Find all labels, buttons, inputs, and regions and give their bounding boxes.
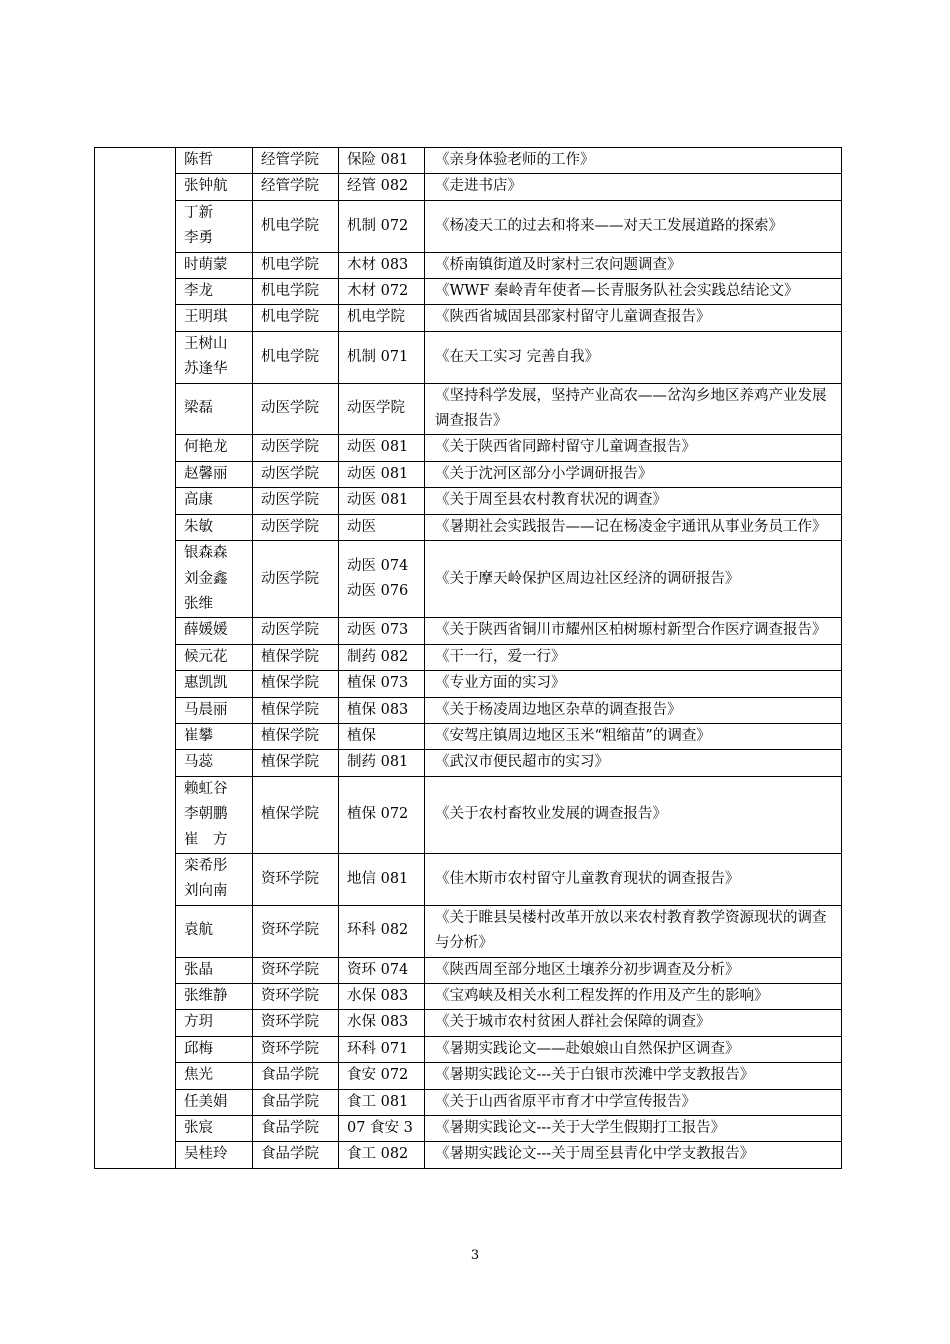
college-cell: 资环学院: [253, 905, 339, 957]
report-title-cell: 《关于陕西省同蹄村留守儿童调查报告》: [425, 435, 842, 461]
college-cell: 机电学院: [253, 305, 339, 331]
table-row: [95, 618, 842, 644]
category-cell: [95, 148, 176, 1169]
college-cell: 植保学院: [253, 776, 339, 853]
report-title-cell: 《暑期实践论文---关于白银市茨滩中学支教报告》: [425, 1063, 842, 1089]
college-cell: 植保学院: [253, 644, 339, 670]
table-row: [95, 252, 842, 278]
student-name-cell: 李龙: [176, 279, 253, 305]
college-cell: 资环学院: [253, 1010, 339, 1036]
class-cell: 保险 081: [339, 148, 425, 174]
college-cell: 动医学院: [253, 461, 339, 487]
college-cell: 植保学院: [253, 671, 339, 697]
report-title-cell: 《暑期实践论文---关于周至县青化中学支教报告》: [425, 1142, 842, 1168]
table-row: [95, 1089, 842, 1115]
table-row: [95, 541, 842, 618]
college-cell: 机电学院: [253, 200, 339, 252]
class-cell: 环科 082: [339, 905, 425, 957]
table-row: [95, 488, 842, 514]
report-title-cell: 《走进书店》: [425, 174, 842, 200]
class-cell: 动医: [339, 514, 425, 540]
student-name-cell: 梁磊: [176, 383, 253, 435]
student-name-cell: 袁航: [176, 905, 253, 957]
college-cell: 动医学院: [253, 541, 339, 618]
report-title-cell: 《杨凌天工的过去和将来——对天工发展道路的探索》: [425, 200, 842, 252]
student-name-cell: 焦光: [176, 1063, 253, 1089]
report-title-cell: 《关于农村畜牧业发展的调查报告》: [425, 776, 842, 853]
page-number: 3: [470, 1248, 480, 1263]
student-name-cell: 朱敏: [176, 514, 253, 540]
class-cell: 植保: [339, 723, 425, 749]
table-row: [95, 383, 842, 435]
class-cell: 水保 083: [339, 1010, 425, 1036]
class-cell: 动医 074 动医 076: [339, 541, 425, 618]
report-title-cell: 《干一行，爱一行》: [425, 644, 842, 670]
report-title-cell: 《关于城市农村贫困人群社会保障的调查》: [425, 1010, 842, 1036]
class-cell: 07 食安 3: [339, 1116, 425, 1142]
table-row: [95, 1063, 842, 1089]
table-row: [95, 776, 842, 853]
table-row: [95, 905, 842, 957]
college-cell: 资环学院: [253, 957, 339, 983]
student-name-cell: 赵馨丽: [176, 461, 253, 487]
college-cell: 植保学院: [253, 697, 339, 723]
student-name-cell: 邱梅: [176, 1036, 253, 1062]
table-row: [95, 750, 842, 776]
college-cell: 经管学院: [253, 148, 339, 174]
student-name-cell: 陈哲: [176, 148, 253, 174]
table-row: [95, 644, 842, 670]
class-cell: 植保 073: [339, 671, 425, 697]
report-title-cell: 《暑期实践论文——赴娘娘山自然保护区调查》: [425, 1036, 842, 1062]
student-name-cell: 张钟航: [176, 174, 253, 200]
class-cell: 动医学院: [339, 383, 425, 435]
report-title-cell: 《安驾庄镇周边地区玉米“粗缩苗”的调查》: [425, 723, 842, 749]
college-cell: 经管学院: [253, 174, 339, 200]
class-cell: 植保 083: [339, 697, 425, 723]
table-row: [95, 174, 842, 200]
class-cell: 资环 074: [339, 957, 425, 983]
table-row: [95, 279, 842, 305]
student-name-cell: 王明琪: [176, 305, 253, 331]
table-row: [95, 1116, 842, 1142]
student-name-cell: 栾希彤 刘向南: [176, 853, 253, 905]
college-cell: 动医学院: [253, 514, 339, 540]
college-cell: 动医学院: [253, 435, 339, 461]
student-name-cell: 赖虹谷 李朝鹏 崔 方: [176, 776, 253, 853]
report-title-cell: 《武汉市便民超市的实习》: [425, 750, 842, 776]
college-cell: 动医学院: [253, 383, 339, 435]
table-row: [95, 1142, 842, 1168]
report-table: [94, 147, 842, 1169]
class-cell: 食工 081: [339, 1089, 425, 1115]
class-cell: 植保 072: [339, 776, 425, 853]
student-name-cell: 任美娟: [176, 1089, 253, 1115]
report-title-cell: 《佳木斯市农村留守儿童教育现状的调查报告》: [425, 853, 842, 905]
class-cell: 动医 081: [339, 435, 425, 461]
table-row: [95, 723, 842, 749]
student-name-cell: 方玥: [176, 1010, 253, 1036]
student-name-cell: 惠凯凯: [176, 671, 253, 697]
table-row: [95, 984, 842, 1010]
report-title-cell: 《关于睢县吴楼村改革开放以来农村教育教学资源现状的调查与分析》: [425, 905, 842, 957]
student-name-cell: 崔攀: [176, 723, 253, 749]
report-title-cell: 《暑期社会实践报告——记在杨凌金宇通讯从事业务员工作》: [425, 514, 842, 540]
student-name-cell: 张宸: [176, 1116, 253, 1142]
class-cell: 经管 082: [339, 174, 425, 200]
report-title-cell: 《关于摩天岭保护区周边社区经济的调研报告》: [425, 541, 842, 618]
college-cell: 机电学院: [253, 331, 339, 383]
college-cell: 植保学院: [253, 723, 339, 749]
report-title-cell: 《陕西周至部分地区土壤养分初步调查及分析》: [425, 957, 842, 983]
college-cell: 食品学院: [253, 1116, 339, 1142]
college-cell: 动医学院: [253, 618, 339, 644]
report-title-cell: 《桥南镇街道及时家村三农问题调查》: [425, 252, 842, 278]
college-cell: 资环学院: [253, 1036, 339, 1062]
college-cell: 资环学院: [253, 984, 339, 1010]
college-cell: 动医学院: [253, 488, 339, 514]
class-cell: 动医 081: [339, 488, 425, 514]
class-cell: 动医 081: [339, 461, 425, 487]
table-row: [95, 697, 842, 723]
college-cell: 机电学院: [253, 279, 339, 305]
table-row: [95, 853, 842, 905]
student-name-cell: 高康: [176, 488, 253, 514]
class-cell: 食工 082: [339, 1142, 425, 1168]
table-row: [95, 461, 842, 487]
class-cell: 环科 071: [339, 1036, 425, 1062]
student-name-cell: 何艳龙: [176, 435, 253, 461]
student-name-cell: 王树山 苏逢华: [176, 331, 253, 383]
student-name-cell: 马蕊: [176, 750, 253, 776]
table-row: [95, 957, 842, 983]
report-title-cell: 《关于山西省原平市育才中学宣传报告》: [425, 1089, 842, 1115]
table-row: [95, 331, 842, 383]
class-cell: 机电学院: [339, 305, 425, 331]
college-cell: 机电学院: [253, 252, 339, 278]
report-title-cell: 《WWF 秦岭青年使者—长青服务队社会实践总结论文》: [425, 279, 842, 305]
report-title-cell: 《坚持科学发展，坚持产业高农——岔沟乡地区养鸡产业发展调查报告》: [425, 383, 842, 435]
class-cell: 地信 081: [339, 853, 425, 905]
report-title-cell: 《关于周至县农村教育状况的调查》: [425, 488, 842, 514]
class-cell: 动医 073: [339, 618, 425, 644]
class-cell: 机制 072: [339, 200, 425, 252]
class-cell: 食安 072: [339, 1063, 425, 1089]
student-name-cell: 丁新 李勇: [176, 200, 253, 252]
student-name-cell: 马晨丽: [176, 697, 253, 723]
class-cell: 水保 083: [339, 984, 425, 1010]
report-title-cell: 《宝鸡峡及相关水利工程发挥的作用及产生的影响》: [425, 984, 842, 1010]
table-row: [95, 435, 842, 461]
student-name-cell: 银森森 刘金鑫 张维: [176, 541, 253, 618]
college-cell: 食品学院: [253, 1089, 339, 1115]
college-cell: 食品学院: [253, 1142, 339, 1168]
student-name-cell: 薛媛媛: [176, 618, 253, 644]
table-row: [95, 671, 842, 697]
report-title-cell: 《专业方面的实习》: [425, 671, 842, 697]
report-title-cell: 《陕西省城固县邵家村留守儿童调查报告》: [425, 305, 842, 331]
class-cell: 机制 071: [339, 331, 425, 383]
report-title-cell: 《关于杨凌周边地区杂草的调查报告》: [425, 697, 842, 723]
report-title-cell: 《亲身体验老师的工作》: [425, 148, 842, 174]
college-cell: 植保学院: [253, 750, 339, 776]
college-cell: 资环学院: [253, 853, 339, 905]
student-name-cell: 吴桂玲: [176, 1142, 253, 1168]
table-row: [95, 514, 842, 540]
report-title-cell: 《在天工实习 完善自我》: [425, 331, 842, 383]
table-row: [95, 1010, 842, 1036]
student-name-cell: 候元花: [176, 644, 253, 670]
report-table-body: [95, 148, 842, 1169]
report-title-cell: 《关于沈河区部分小学调研报告》: [425, 461, 842, 487]
table-row: [95, 305, 842, 331]
report-title-cell: 《暑期实践论文---关于大学生假期打工报告》: [425, 1116, 842, 1142]
class-cell: 木材 072: [339, 279, 425, 305]
table-row: [95, 148, 842, 174]
college-cell: 食品学院: [253, 1063, 339, 1089]
table-row: [95, 1036, 842, 1062]
student-name-cell: 时萌蒙: [176, 252, 253, 278]
report-title-cell: 《关于陕西省铜川市耀州区柏树塬村新型合作医疗调查报告》: [425, 618, 842, 644]
class-cell: 制药 082: [339, 644, 425, 670]
table-row: [95, 200, 842, 252]
class-cell: 制药 081: [339, 750, 425, 776]
student-name-cell: 张晶: [176, 957, 253, 983]
student-name-cell: 张维静: [176, 984, 253, 1010]
class-cell: 木材 083: [339, 252, 425, 278]
